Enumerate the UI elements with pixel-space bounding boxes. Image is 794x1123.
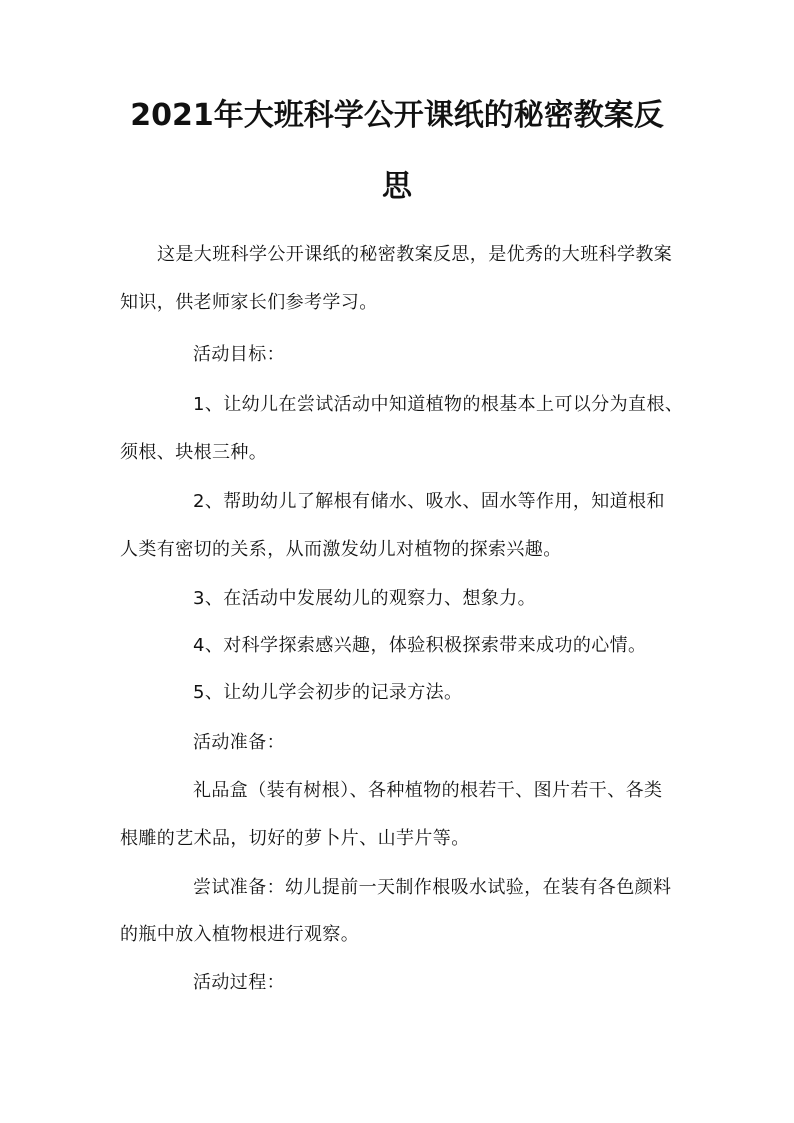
goal-2-line-1: 2、帮助幼儿了解根有储水、吸水、固水等作用，知道根和	[193, 491, 665, 512]
goal-2-line-2: 人类有密切的关系，从而激发幼儿对植物的探索兴趣。	[120, 539, 562, 560]
section-heading-process: 活动过程：	[193, 972, 285, 993]
goal-4: 4、对科学探索感兴趣，体验积极探索带来成功的心情。	[193, 635, 647, 656]
intro-paragraph-line-2: 知识，供老师家长们参考学习。	[120, 292, 378, 313]
goal-5: 5、让幼儿学会初步的记录方法。	[193, 682, 463, 703]
goal-3: 3、在活动中发展幼儿的观察力、想象力。	[193, 588, 537, 609]
document-title-line-2: 思	[382, 169, 412, 204]
preparation-line-1: 礼品盒（装有树根）、各种植物的根若干、图片若干、各类	[193, 780, 663, 801]
trial-preparation-line-2: 的瓶中放入植物根进行观察。	[120, 924, 360, 945]
document-title-line-1: 2021年大班科学公开课纸的秘密教案反	[130, 98, 664, 133]
section-heading-preparation: 活动准备：	[193, 732, 285, 753]
goal-1-line-1: 1、让幼儿在尝试活动中知道植物的根基本上可以分为直根、	[193, 394, 684, 415]
goal-1-line-2: 须根、块根三种。	[120, 442, 268, 463]
intro-paragraph-line-1: 这是大班科学公开课纸的秘密教案反思，是优秀的大班科学教案	[157, 244, 673, 265]
preparation-line-2: 根雕的艺术品，切好的萝卜片、山芋片等。	[120, 828, 470, 849]
section-heading-goals: 活动目标：	[193, 344, 285, 365]
trial-preparation-line-1: 尝试准备：幼儿提前一天制作根吸水试验，在装有各色颜料	[193, 877, 672, 898]
